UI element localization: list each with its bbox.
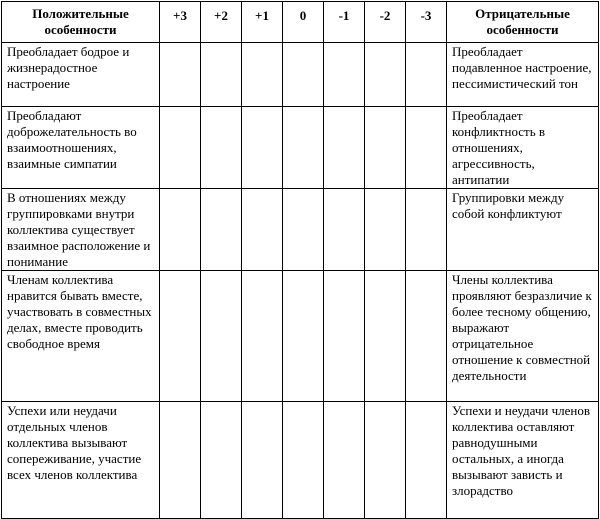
rating-cell-zero[interactable] [283, 189, 324, 271]
rating-cell-minus-1[interactable] [324, 43, 365, 107]
scale-header-minus-1: -1 [324, 2, 365, 43]
rating-cell-minus-3[interactable] [406, 189, 447, 271]
scale-header-plus-3: +3 [160, 2, 201, 43]
negative-features-header: Отрицательные особенности [447, 2, 599, 43]
rating-cell-zero[interactable] [283, 107, 324, 189]
rating-cell-plus-3[interactable] [160, 402, 201, 519]
header-row [2, 2, 599, 43]
scale-header-minus-2: -2 [365, 2, 406, 43]
rating-cell-plus-3[interactable] [160, 189, 201, 271]
rating-cell-minus-1[interactable] [324, 271, 365, 402]
rating-cell-plus-1[interactable] [242, 402, 283, 519]
rating-cell-plus-1[interactable] [242, 43, 283, 107]
rating-cell-minus-3[interactable] [406, 402, 447, 519]
rating-cell-plus-3[interactable] [160, 43, 201, 107]
table-row [2, 189, 599, 271]
scale-header-plus-1: +1 [242, 2, 283, 43]
scale-header-minus-3: -3 [406, 2, 447, 43]
table-row [2, 43, 599, 107]
positive-feature: В отношениях между группировками внутри коллектива существует взаимное расположение и понимание [2, 189, 160, 271]
table-row [2, 107, 599, 189]
negative-feature: Группировки между собой конфликтуют [447, 189, 599, 271]
rating-cell-plus-2[interactable] [201, 43, 242, 107]
positive-feature: Преобладают доброжелательность во взаимоотношениях, взаимные симпатии [2, 107, 160, 189]
rating-cell-minus-2[interactable] [365, 107, 406, 189]
table-row [2, 402, 599, 519]
negative-feature: Члены коллектива проявляют безразличие к более тесному общению, выражают отрицательное отношение к совместной деятельности [447, 271, 599, 402]
rating-cell-minus-1[interactable] [324, 189, 365, 271]
rating-cell-plus-2[interactable] [201, 107, 242, 189]
rating-cell-zero[interactable] [283, 402, 324, 519]
rating-cell-zero[interactable] [283, 271, 324, 402]
rating-cell-minus-1[interactable] [324, 107, 365, 189]
rating-cell-plus-2[interactable] [201, 271, 242, 402]
rating-cell-minus-2[interactable] [365, 271, 406, 402]
rating-cell-plus-1[interactable] [242, 107, 283, 189]
positive-features-header: Положительные особенности [2, 2, 160, 43]
positive-feature: Успехи или неудачи отдельных членов коллектива вызывают сопереживание, участие всех членов коллектива [2, 402, 160, 519]
rating-cell-minus-3[interactable] [406, 107, 447, 189]
rating-cell-minus-2[interactable] [365, 402, 406, 519]
rating-cell-minus-2[interactable] [365, 43, 406, 107]
assessment-table [1, 1, 599, 519]
rating-cell-plus-3[interactable] [160, 271, 201, 402]
rating-cell-minus-3[interactable] [406, 43, 447, 107]
table-row [2, 271, 599, 402]
positive-feature: Преобладает бодрое и жизнерадостное настроение [2, 43, 160, 107]
rating-cell-plus-2[interactable] [201, 402, 242, 519]
positive-feature: Членам коллектива нравится бывать вместе, участвовать в совместных делах, вместе проводить свободное время [2, 271, 160, 402]
negative-feature: Преобладает подавленное настроение, пессимистический тон [447, 43, 599, 107]
rating-cell-plus-1[interactable] [242, 189, 283, 271]
rating-cell-plus-2[interactable] [201, 189, 242, 271]
rating-cell-minus-1[interactable] [324, 402, 365, 519]
rating-cell-minus-3[interactable] [406, 271, 447, 402]
rating-cell-plus-3[interactable] [160, 107, 201, 189]
scale-header-plus-2: +2 [201, 2, 242, 43]
negative-feature: Преобладает конфликтность в отношениях, агрессивность, антипатии [447, 107, 599, 189]
rating-cell-plus-1[interactable] [242, 271, 283, 402]
rating-cell-zero[interactable] [283, 43, 324, 107]
rating-cell-minus-2[interactable] [365, 189, 406, 271]
negative-feature: Успехи и неудачи членов коллектива оставляют равнодушными остальных, а иногда вызывают зависть и злорадство [447, 402, 599, 519]
scale-header-zero: 0 [283, 2, 324, 43]
